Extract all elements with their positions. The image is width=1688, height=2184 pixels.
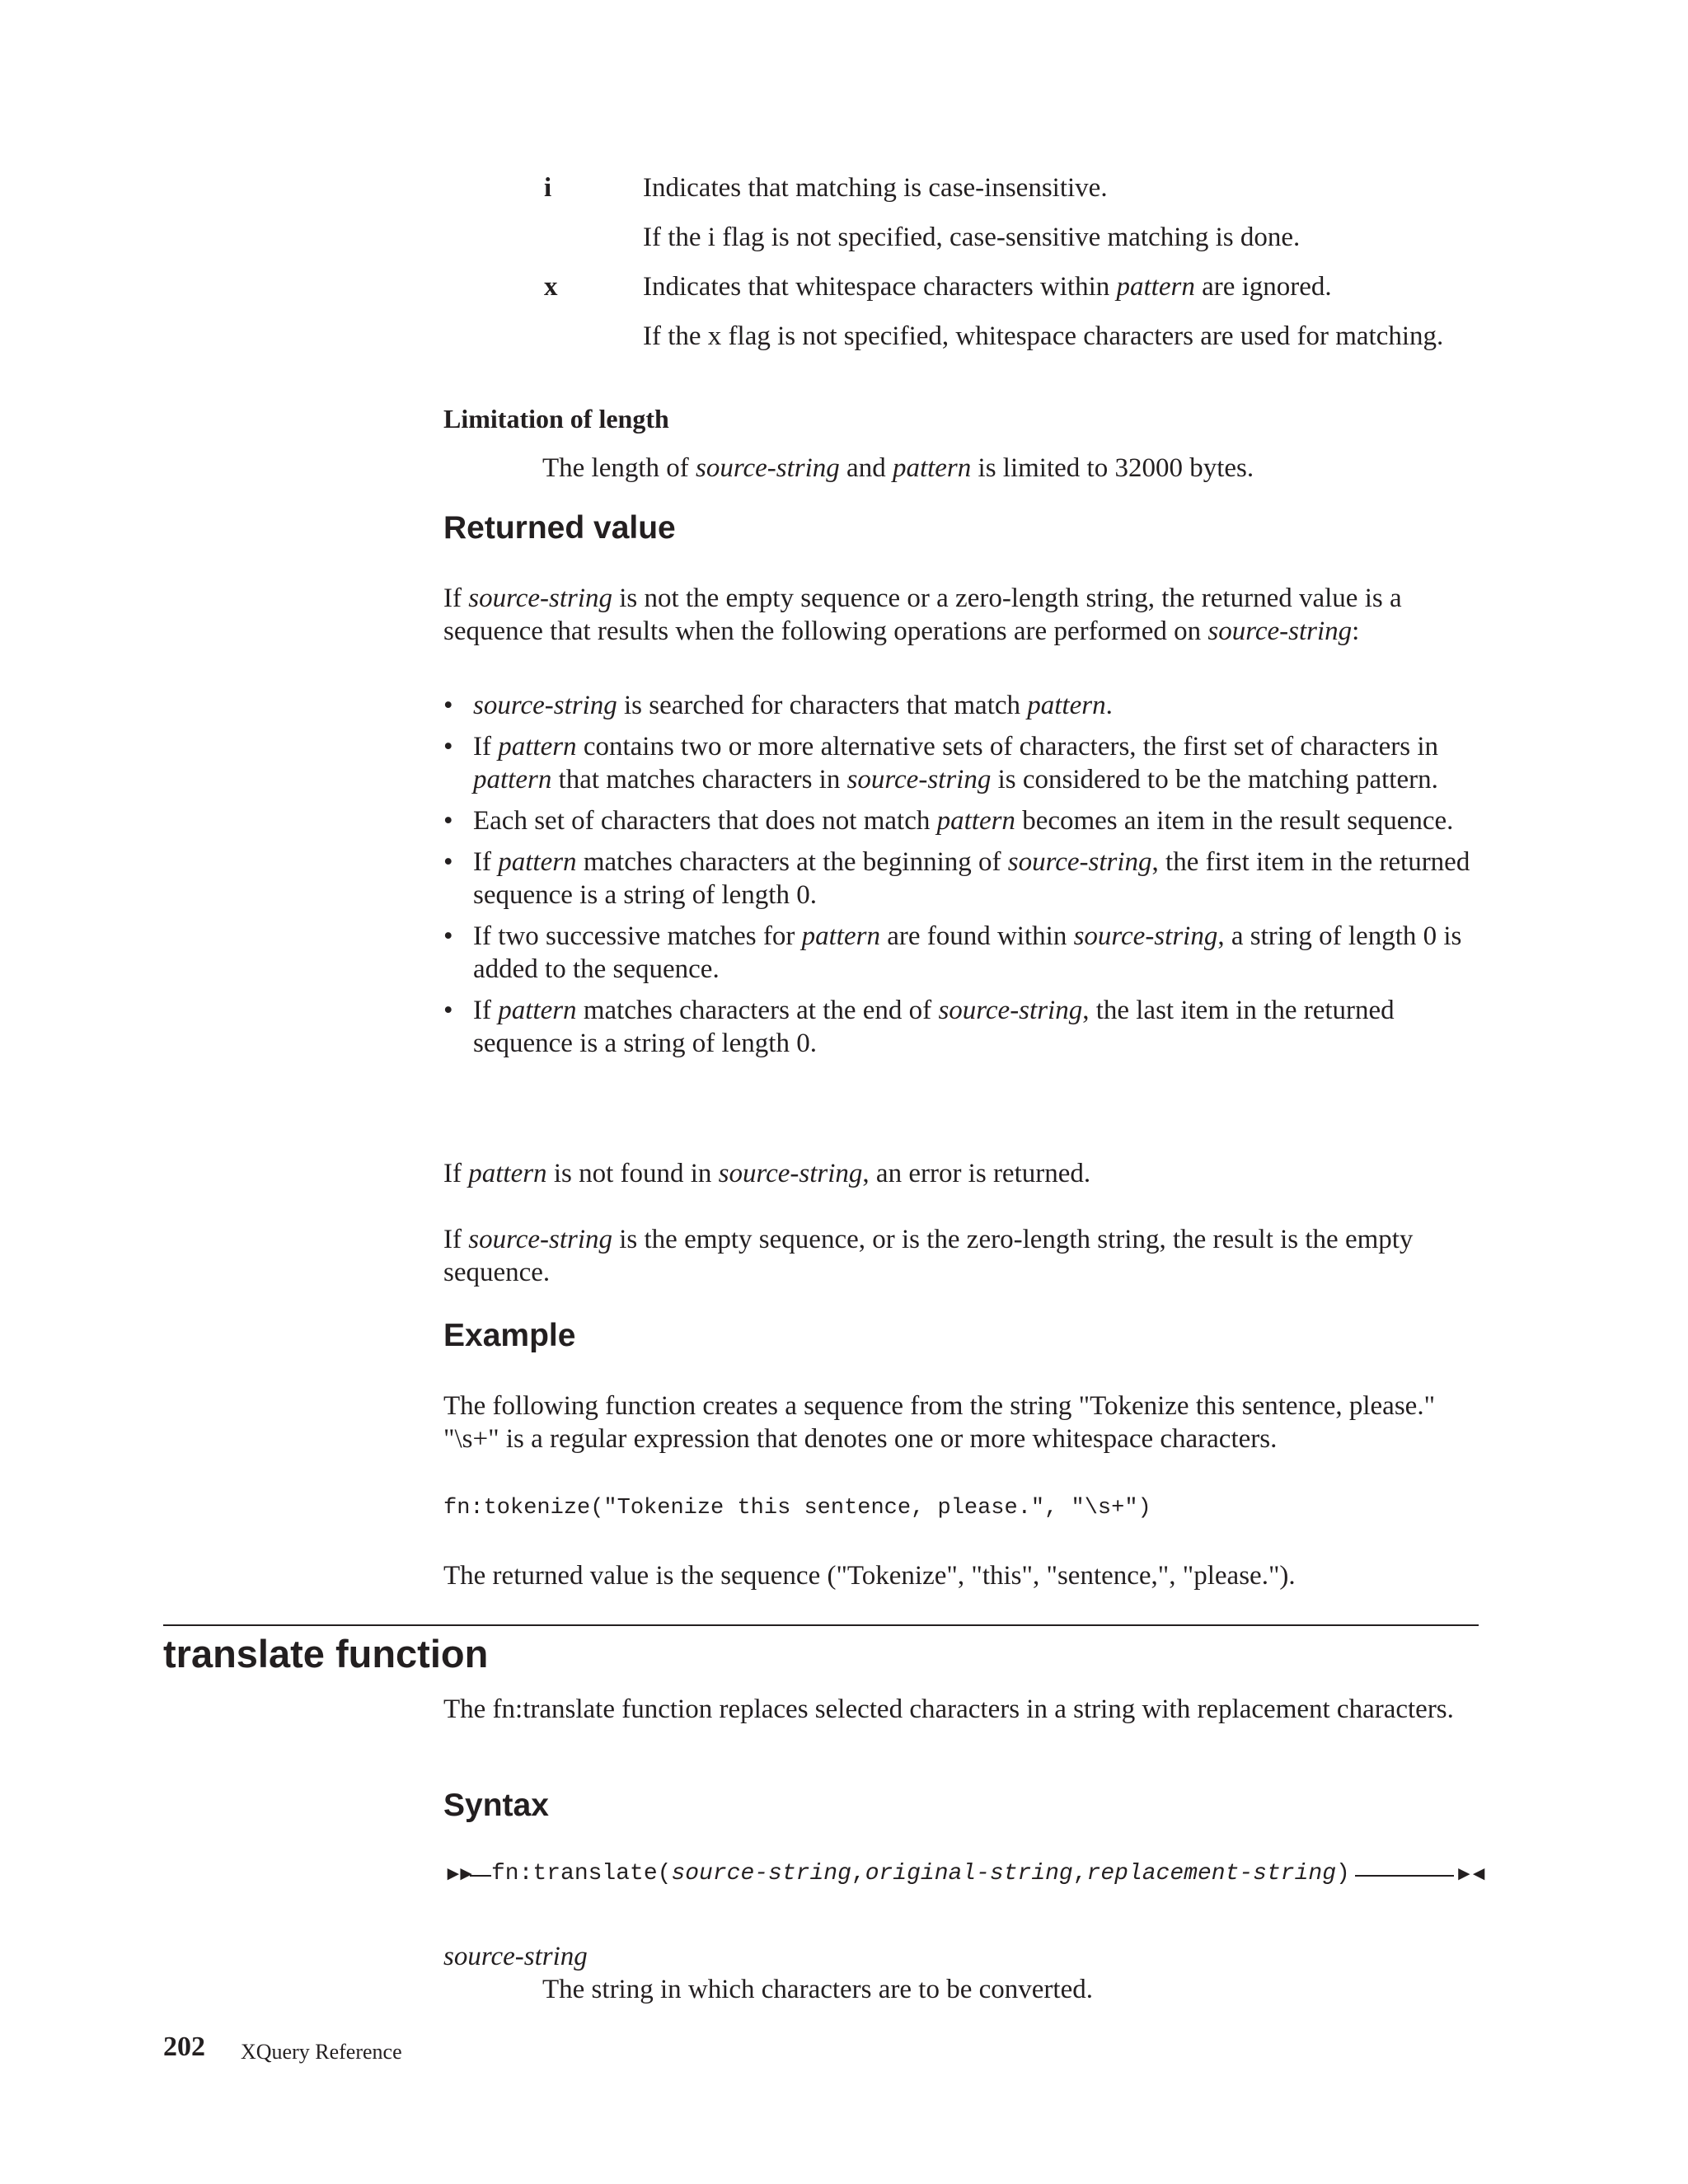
list-item-text: contains two or more alternative sets of characters, the first set of characters in bbox=[576, 732, 1439, 762]
list-item-text: source-string bbox=[1007, 847, 1152, 877]
list-item-text: If bbox=[473, 847, 499, 877]
list-item-text: pattern bbox=[498, 847, 577, 877]
list-item bbox=[443, 994, 1484, 1060]
limitation-heading: Limitation of length bbox=[443, 404, 669, 434]
list-item-text: source-string bbox=[1073, 921, 1218, 951]
flag-x-note: If the x flag is not specified, whitespace characters are used for matching. bbox=[643, 321, 1444, 351]
list-item-text: If bbox=[473, 732, 499, 762]
list-item-text: Each set of characters that does not match bbox=[473, 806, 937, 836]
returned-value-intro: If source-string is not the empty sequence or a zero-length string, the returned value is a sequence that results when the following operations are performed on source-string: bbox=[443, 583, 1402, 646]
bullet-marker: • bbox=[443, 806, 453, 836]
list-item-text: pattern bbox=[936, 806, 1015, 836]
bullet-marker: • bbox=[443, 847, 453, 877]
list-item-text: , the first item in the returned sequence is a string of length 0. bbox=[473, 847, 1470, 910]
bullet-marker: • bbox=[443, 921, 453, 951]
list-item-text: , a string of length 0 is added to the sequence. bbox=[473, 921, 1462, 984]
list-item-text: matches characters at the beginning of bbox=[576, 847, 1008, 877]
section-divider bbox=[163, 1624, 1479, 1626]
bullet-marker: • bbox=[443, 732, 453, 762]
list-item-text: If two successive matches for bbox=[473, 921, 802, 951]
syntax-diagram bbox=[443, 1858, 1484, 1891]
example-code: fn:tokenize("Tokenize this sentence, please.", "\s+") bbox=[443, 1496, 1151, 1521]
list-item-text: pattern bbox=[498, 996, 577, 1025]
list-item bbox=[443, 804, 1484, 837]
example-result: The returned value is the sequence ("Tokenize", "this", "sentence,", "please."). bbox=[443, 1561, 1296, 1591]
param-desc: The string in which characters are to be converted. bbox=[542, 1975, 1093, 2004]
bullet-marker: • bbox=[443, 691, 453, 720]
translate-heading: translate function bbox=[163, 1632, 489, 1675]
flag-i-term: i bbox=[544, 173, 552, 203]
flag-x-desc: Indicates that whitespace characters within pattern are ignored. bbox=[643, 272, 1332, 302]
returned-value-list bbox=[443, 689, 1484, 1068]
translate-intro: The fn:translate function replaces selected characters in a string with replacement characters. bbox=[443, 1694, 1454, 1724]
list-item-text: are found within bbox=[879, 921, 1074, 951]
list-item-text: matches characters at the end of bbox=[576, 996, 939, 1025]
list-item-text: is searched for characters that match bbox=[617, 691, 1028, 720]
empty-text: If source-string is the empty sequence, or is the zero-length string, the result is the empty sequence. bbox=[443, 1225, 1414, 1287]
syntax-text: fn:translate(source-string,original-string,replacement-string) bbox=[491, 1858, 1355, 1891]
list-item-text: source-string bbox=[473, 691, 617, 720]
limitation-text: The length of source-string and pattern is limited to 32000 bytes. bbox=[542, 453, 1254, 483]
list-item-text: is considered to be the matching pattern. bbox=[991, 765, 1438, 794]
example-text: The following function creates a sequence from the string "Tokenize this sentence, please." "\s+" is a regular expression that denotes one or more whitespace characters. bbox=[443, 1391, 1436, 1454]
list-item-text: If bbox=[473, 996, 499, 1025]
example-heading: Example bbox=[443, 1318, 576, 1353]
list-item-text: becomes an item in the result sequence. bbox=[1015, 806, 1454, 836]
list-item bbox=[443, 689, 1484, 722]
returned-value-heading: Returned value bbox=[443, 510, 676, 546]
list-item-text: pattern bbox=[473, 765, 552, 794]
syntax-start-arrow: ►► bbox=[443, 1863, 470, 1885]
list-item bbox=[443, 846, 1484, 912]
page-number: 202 bbox=[163, 2032, 205, 2062]
list-item-text: pattern bbox=[498, 732, 577, 762]
bullet-marker: • bbox=[443, 996, 453, 1025]
list-item-text: source-string bbox=[938, 996, 1083, 1025]
list-item bbox=[443, 920, 1484, 986]
flag-i-desc: Indicates that matching is case-insensitive. bbox=[643, 173, 1108, 203]
list-item-text: pattern bbox=[1027, 691, 1106, 720]
param-term: source-string bbox=[443, 1942, 588, 1971]
list-item-text: , the last item in the returned sequence is a string of length 0. bbox=[473, 996, 1395, 1058]
syntax-heading: Syntax bbox=[443, 1788, 549, 1823]
flag-x-term: x bbox=[544, 272, 558, 302]
list-item-text: . bbox=[1105, 691, 1113, 720]
list-item bbox=[443, 730, 1484, 796]
footer-title: XQuery Reference bbox=[241, 2040, 402, 2064]
flag-i-note: If the i flag is not specified, case-sensitive matching is done. bbox=[643, 223, 1301, 252]
list-item-text: source-string bbox=[846, 765, 992, 794]
list-item-text: pattern bbox=[801, 921, 880, 951]
list-item-text: that matches characters in bbox=[551, 765, 847, 794]
not-found-text: If pattern is not found in source-string, an error is returned. bbox=[443, 1159, 1091, 1188]
syntax-end-arrow: ►◄ bbox=[1454, 1863, 1484, 1885]
